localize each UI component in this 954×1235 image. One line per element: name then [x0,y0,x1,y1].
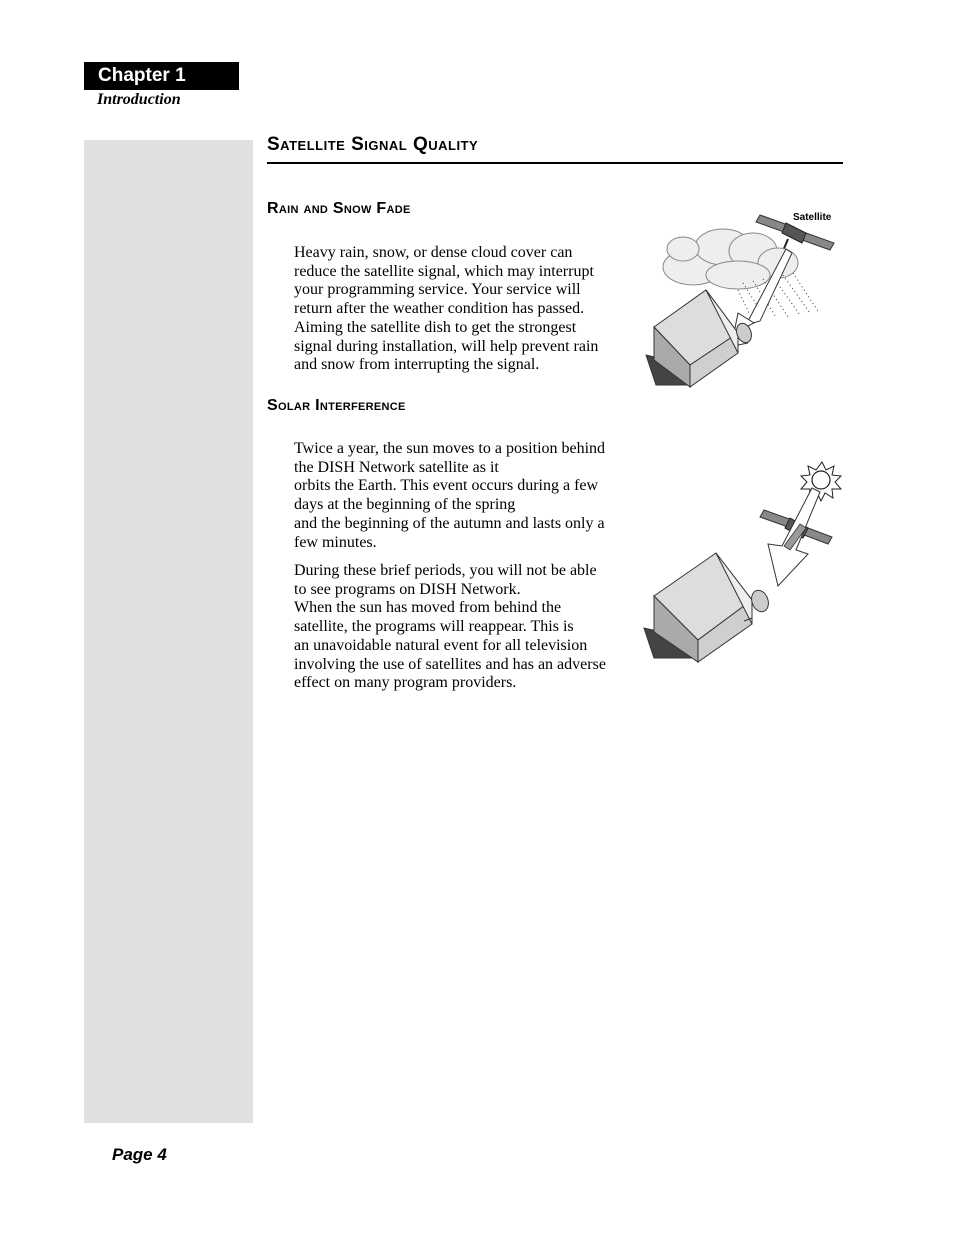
side-margin-band [84,140,253,1123]
text-line: the DISH Network satellite as it [294,458,499,476]
chapter-label: Chapter 1 [84,62,239,90]
solar-paragraph-2 [294,562,634,693]
text-line: to see programs on DISH Network. [294,580,521,598]
satellite-label: Satellite [793,212,832,223]
text-line: During these brief periods, you will not be able [294,562,597,579]
solar-paragraph-1 [294,440,634,552]
text-line: Aiming the satellite dish to get the strongest [294,318,577,336]
text-line: Heavy rain, snow, or dense cloud cover can [294,244,573,261]
solar-heading: Solar Interference [267,397,406,414]
text-line: Twice a year, the sun moves to a position behind [294,440,606,457]
text-line: your programming service. Your service will [294,281,581,299]
text-line: satellite, the programs will reappear. This is [294,618,574,636]
text-line: days at the beginning of the spring [294,496,516,514]
text-line: When the sun has moved from behind the [294,599,562,617]
solar-interference-illustration [640,458,850,668]
text-line: an unavoidable natural event for all television [294,636,588,654]
text-line: signal during installation, will help prevent rain [294,337,599,355]
section-title: Satellite Signal Quality [267,134,479,155]
rain-heading: Rain and Snow Fade [267,200,411,217]
rain-paragraph [294,244,634,375]
chapter-subtitle: Introduction [97,91,181,108]
sun-icon [801,462,841,501]
text-line: and snow from interrupting the signal. [294,356,540,374]
text-line: effect on many program providers. [294,674,517,692]
text-line: orbits the Earth. This event occurs during a few [294,477,599,495]
house-icon [646,290,754,387]
text-line: few minutes. [294,533,377,551]
text-line: reduce the satellite signal, which may interrupt [294,262,594,280]
rain-fade-illustration [638,205,848,395]
text-line: return after the weather condition has passed. [294,300,585,318]
title-divider [267,162,843,164]
page-number: Page 4 [112,1145,167,1164]
text-line: involving the use of satellites and has an adverse [294,655,606,673]
house-icon [644,553,771,662]
text-line: and the beginning of the autumn and lasts only a [294,514,605,532]
